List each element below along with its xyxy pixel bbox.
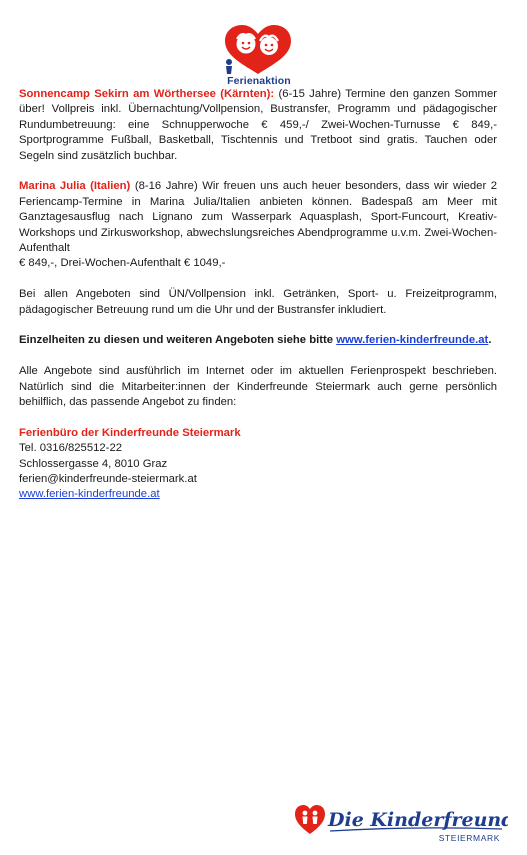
contact-website-link[interactable]: www.ferien-kinderfreunde.at (19, 488, 160, 501)
contact-email: ferien@kinderfreunde-steiermark.at (19, 473, 197, 486)
marina-price-line: € 849,-, Drei-Wochen-Aufenthalt € 1049,- (19, 257, 226, 270)
kinderfreunde-wordmark (294, 802, 508, 844)
sekirn-paragraph (19, 87, 497, 164)
general-text: Bei allen Angeboten sind ÜN/Vollpension inkl. Getränken, Sport- u. Freizeitprogramm, pädagogischer Betreuung rund um die Uhr und der Bustransfer inkludiert. (19, 288, 497, 316)
marina-title: Marina Julia (Italien) (19, 180, 131, 193)
sekirn-title: Sonnencamp Sekirn am Wörthersee (Kärnten): (19, 88, 275, 100)
general-paragraph (19, 287, 497, 318)
logo-caption: Ferienaktion (227, 75, 291, 87)
footer-region-text: STEIERMARK (438, 833, 500, 843)
contact-block (19, 426, 497, 503)
heart-kids-icon (208, 22, 308, 78)
info-text: Alle Angebote sind ausführlich im Internet oder im aktuellen Ferienprospekt beschrieben. Natürlich sind die Mitarbeiter:innen der Kinderfreunde Steiermark auch gerne persönlich behilflich, das passende Angebot zu finden: (19, 365, 497, 409)
sekirn-text: (6-15 Jahre) Termine den ganzen Sommer über! Vollpreis inkl. Übernachtung/Vollpension, Bustransfer, Programm und pädagogischer Rundumbetreuung: eine Schnupperwoche € 459,-/ Zwei-Wochen-Turnusse € 849,- Sportprogramme Fußball, Basketball, Tischtennis und Tretboot sind gratis. Tauchen oder Segeln sind zusätzlich buchbar. (19, 88, 498, 162)
main-content (19, 87, 497, 503)
contact-address: Schlossergasse 4, 8010 Graz (19, 457, 168, 470)
details-text: Einzelheiten zu diesen und weiteren Angeboten siehe bitte (19, 334, 337, 347)
details-paragraph (19, 333, 497, 348)
marina-paragraph (19, 179, 497, 271)
contact-phone: Tel. 0316/825512-22 (19, 442, 123, 455)
kinderfreunde-logo (294, 802, 508, 844)
details-website-link[interactable]: www.ferien-kinderfreunde.at (336, 334, 489, 347)
heart-figures-icon (295, 805, 325, 834)
details-end: . (488, 334, 492, 347)
marina-text: (8-16 Jahre) Wir freuen uns auch heuer besonders, dass wir wieder 2 Feriencamp-Termine in Marina Julia/Italien anbieten können. Badespaß am Meer mit Ganztagesausflug nach Lignano zum Wasserpark Aquasplash, Sport-Funcourt, Kreativ-Workshops und Zirkusworkshop, abwechslungsreiches Abendprogramme u.v.m. Zwei-Wochen-Aufenthalt (19, 180, 498, 255)
footer-brand-text: Die Kinderfreunde (328, 809, 508, 831)
contact-title: Ferienbüro der Kinderfreunde Steiermark (19, 426, 241, 439)
info-paragraph (19, 364, 497, 410)
